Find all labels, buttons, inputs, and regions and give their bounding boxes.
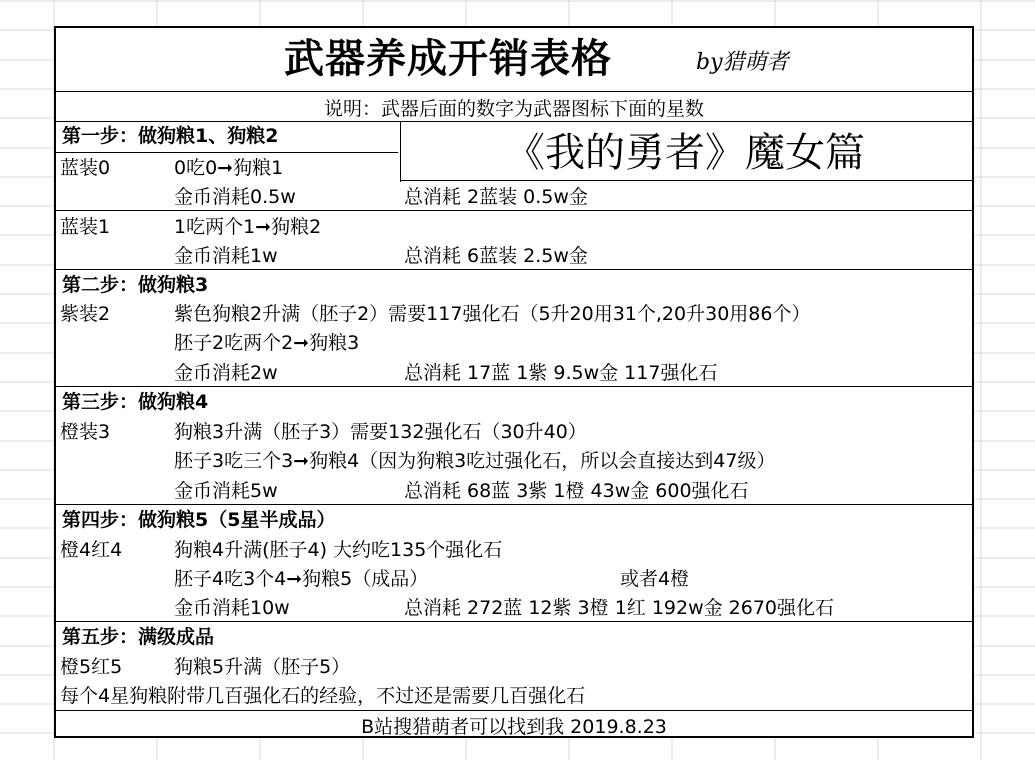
step-4-line-2: 胚子4吃3个4➞狗粮5（成品）: [174, 568, 429, 590]
step-5-heading: 第五步：满级成品: [62, 626, 215, 648]
divider: [56, 710, 972, 711]
step-5-label: 橙5红5: [60, 656, 123, 678]
step-1-row-1-label: 蓝装0: [60, 157, 111, 179]
weapon-cost-table: [54, 26, 974, 738]
step-4-label: 橙4红4: [60, 539, 123, 561]
step-1-heading: 第一步：做狗粮1、狗粮2: [62, 125, 279, 147]
step-3-cost: 金币消耗5w: [174, 480, 278, 502]
divider: [400, 180, 972, 181]
step-4-line-1: 狗粮4升满(胚子4) 大约吃135个强化石: [174, 539, 503, 561]
step-5-note: 每个4星狗粮附带几百强化石的经验，不过还是需要几百强化石: [60, 685, 586, 707]
divider: [56, 210, 972, 211]
step-4-heading: 第四步：做狗粮5（5星半成品）: [62, 509, 336, 531]
step-4-cost: 金币消耗10w: [174, 597, 290, 619]
divider: [56, 621, 972, 622]
step-1-row-1-line-1: 0吃0➞狗粮1: [174, 157, 284, 179]
step-4-alternative: 或者4橙: [620, 568, 690, 590]
author-byline: by猎萌者: [696, 50, 789, 75]
divider: [56, 91, 972, 92]
divider: [56, 121, 972, 122]
game-title: 《我的勇者》魔女篇: [505, 130, 865, 176]
step-1-row-2-total: 总消耗 6蓝装 2.5w金: [404, 245, 588, 267]
step-2-label: 紫装2: [60, 303, 111, 325]
step-1-row-2-cost: 金币消耗1w: [174, 245, 278, 267]
step-5-line-1: 狗粮5升满（胚子5）: [174, 656, 351, 678]
divider: [56, 269, 972, 270]
footer-credit: B站搜猎萌者可以找到我 2019.8.23: [361, 716, 667, 738]
step-2-total: 总消耗 17蓝 1紫 9.5w金 117强化石: [404, 362, 718, 384]
step-2-line-2: 胚子2吃两个2➞狗粮3: [174, 332, 360, 354]
step-3-line-2: 胚子3吃三个3➞狗粮4（因为狗粮3吃过强化石，所以会直接达到47级）: [174, 450, 776, 472]
description-note: 说明：武器后面的数字为武器图标下面的星数: [323, 98, 704, 120]
step-3-line-1: 狗粮3升满（胚子3）需要132强化石（30升40）: [174, 421, 587, 443]
step-1-row-1-total: 总消耗 2蓝装 0.5w金: [404, 186, 588, 208]
page-title: 武器养成开销表格: [284, 36, 612, 82]
step-3-label: 橙装3: [60, 421, 111, 443]
step-3-heading: 第三步：做狗粮4: [62, 391, 209, 413]
divider: [400, 121, 401, 182]
step-1-row-2-label: 蓝装1: [60, 216, 111, 238]
divider: [56, 386, 972, 387]
divider: [56, 504, 972, 505]
step-2-line-1: 紫色狗粮2升满（胚子2）需要117强化石（5升20用31个,20升30用86个）: [174, 303, 811, 325]
step-1-row-2-line-1: 1吃两个1➞狗粮2: [174, 216, 322, 238]
step-1-row-1-cost: 金币消耗0.5w: [174, 186, 296, 208]
step-2-heading: 第二步：做狗粮3: [62, 274, 209, 296]
step-4-total: 总消耗 272蓝 12紫 3橙 1红 192w金 2670强化石: [404, 597, 835, 619]
divider: [56, 152, 398, 153]
step-3-total: 总消耗 68蓝 3紫 1橙 43w金 600强化石: [404, 480, 749, 502]
step-2-cost: 金币消耗2w: [174, 362, 278, 384]
